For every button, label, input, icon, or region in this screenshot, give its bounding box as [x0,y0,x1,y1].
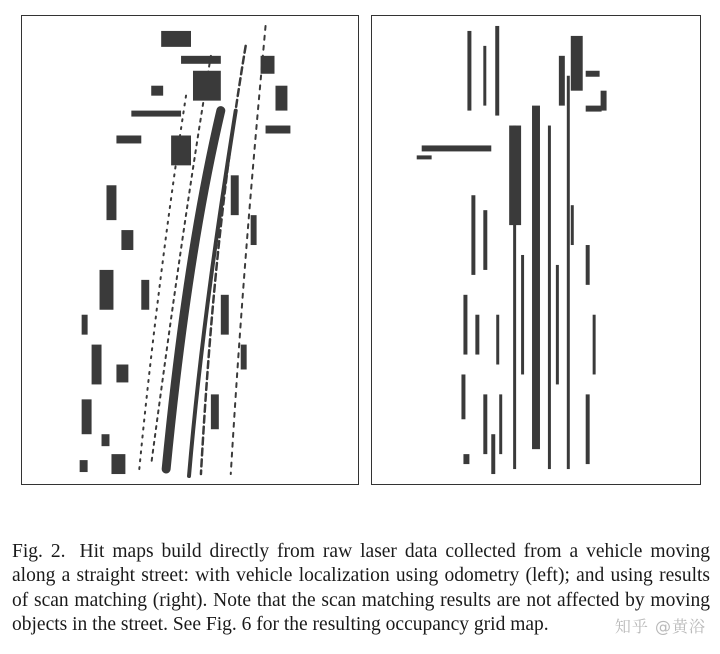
hit-map-scan-matching-image [372,16,700,484]
figure-caption-text: Hit maps build directly from raw laser data collected from a vehicle moving along a straight street: with vehicle localization using odometry (left); and using results of scan matching (right). Note that the scan matching results are not affected by moving objects in the street. See Fig. 6 for the resulting occupancy grid map. [12,540,711,635]
hit-map-odometry-image [22,16,358,484]
hit-map-odometry-panel [21,15,359,485]
hit-map-scan-matching-panel [371,15,701,485]
watermark: 知乎 @黄浴 [614,617,706,636]
figure-label: Fig. 2. [12,540,66,562]
figure-caption [12,540,710,638]
